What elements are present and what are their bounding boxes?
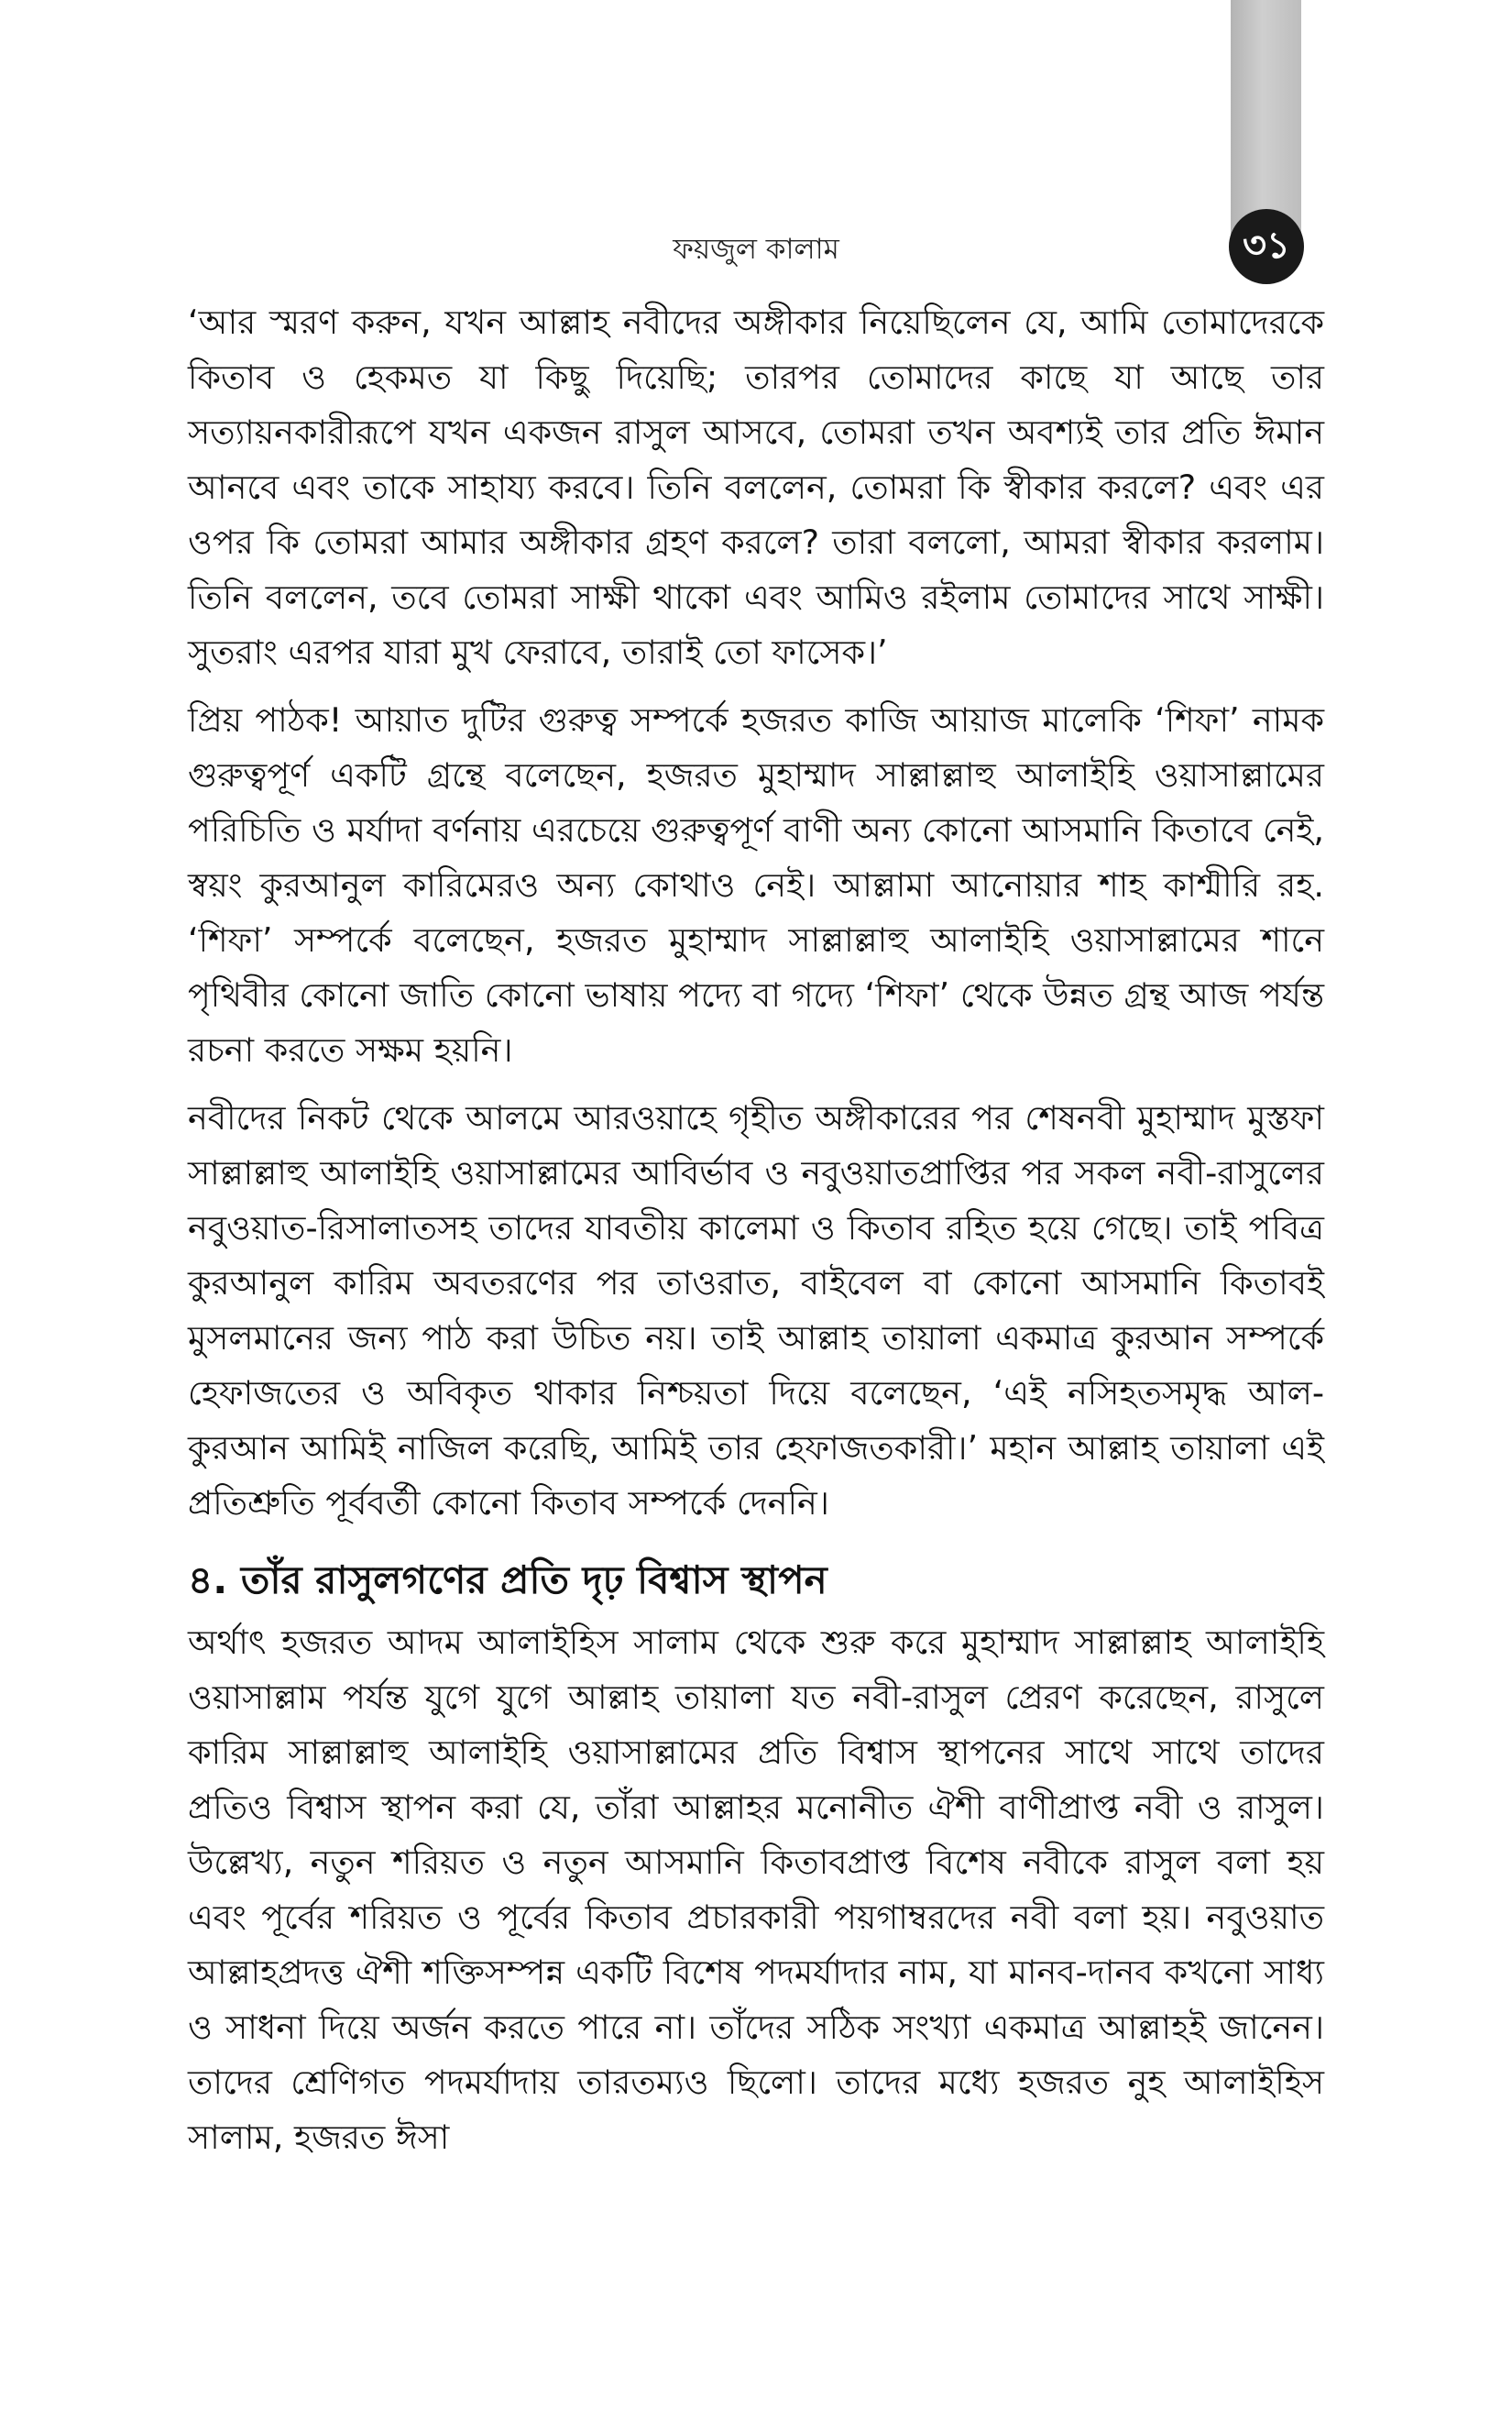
page-thumb-tab bbox=[1231, 0, 1301, 240]
section-heading: ৪. তাঁর রাসুলগণের প্রতি দৃঢ় বিশ্বাস স্থাপন bbox=[188, 1557, 827, 1602]
running-header-title: ফয়জুল কালাম bbox=[673, 233, 839, 266]
paragraph-abrogation: নবীদের নিকট থেকে আলমে আরওয়াহে গৃহীত অঙ্গীকারের পর শেষনবী মুহাম্মাদ মুস্তফা সাল্লাল্লাহু আলাইহি ওয়াসাল্লামের আবির্ভাব ও নবুওয়াতপ্রাপ্তির পর সকল নবী-রাসুলের নবুওয়াত-রিসালাতসহ তাদের যাবতীয় কালেমা ও কিতাব রহিত হয়ে গেছে। তাই পবিত্র কুরআনুল কারিম অবতরণের পর তাওরাত, বাইবেল বা কোনো আসমানি কিতাবই মুসলমানের জন্য পাঠ করা উচিত নয়। তাই আল্লাহ তায়ালা একমাত্র কুরআন সম্পর্কে হেফাজতের ও অবিকৃত থাকার নিশ্চয়তা দিয়ে বলেছেন, ‘এই নসিহতসমৃদ্ধ আল-কুরআন আমিই নাজিল করেছি, আমিই তার হেফাজতকারী।’ মহান আল্লাহ তায়ালা এই প্রতিশ্রুতি পূর্ববর্তী কোনো কিতাব সম্পর্কে দেননি। bbox=[188, 1098, 1324, 1523]
paragraph-belief-in-messengers: অর্থাৎ হজরত আদম আলাইহিস সালাম থেকে শুরু করে মুহাম্মাদ সাল্লাল্লাহ আলাইহি ওয়াসাল্লাম পর্যন্ত যুগে যুগে আল্লাহ তায়ালা যত নবী-রাসুল প্রেরণ করেছেন, রাসুলে কারিম সাল্লাল্লাহু আলাইহি ওয়াসাল্লামের প্রতি বিশ্বাস স্থাপনের সাথে সাথে তাদের প্রতিও বিশ্বাস স্থাপন করা যে, তাঁরা আল্লাহর মনোনীত ঐশী বাণীপ্রাপ্ত নবী ও রাসুল। উল্লেখ্য, নতুন শরিয়ত ও নতুন আসমানি কিতাবপ্রাপ্ত বিশেষ নবীকে রাসুল বলা হয় এবং পূর্বের শরিয়ত ও পূর্বের কিতাব প্রচারকারী পয়গাম্বরদের নবী বলা হয়। নবুওয়াত আল্লাহপ্রদত্ত ঐশী শক্তিসম্পন্ন একটি বিশেষ পদমর্যাদার নাম, যা মানব-দানব কখনো সাধ্য ও সাধনা দিয়ে অর্জন করতে পারে না। তাঁদের সঠিক সংখ্যা একমাত্র আল্লাহই জানেন। তাদের শ্রেণিগত পদমর্যাদায় তারতম্যও ছিলো। তাদের মধ্যে হজরত নুহ আলাইহিস সালাম, হজরত ঈসা bbox=[188, 1622, 1324, 2157]
page-body bbox=[188, 295, 1324, 2178]
page-number-badge: ৩১ bbox=[1229, 209, 1304, 284]
paragraph-quran-verse: ‘আর স্মরণ করুন, যখন আল্লাহ নবীদের অঙ্গীকার নিয়েছিলেন যে, আমি তোমাদেরকে কিতাব ও হেকমত যা কিছু দিয়েছি; তারপর তোমাদের কাছে যা আছে তার সত্যায়নকারীরূপে যখন একজন রাসুল আসবে, তোমরা তখন অবশ্যই তার প্রতি ঈমান আনবে এবং তাকে সাহায্য করবে। তিনি বললেন, তোমরা কি স্বীকার করলে? এবং এর ওপর কি তোমরা আমার অঙ্গীকার গ্রহণ করলে? তারা বললো, আমরা স্বীকার করলাম। তিনি বললেন, তবে তোমরা সাক্ষী থাকো এবং আমিও রইলাম তোমাদের সাথে সাক্ষী। সুতরাং এরপর যারা মুখ ফেরাবে, তারাই তো ফাসেক।’ bbox=[188, 302, 1324, 672]
paragraph-shifa-importance: প্রিয় পাঠক! আয়াত দুটির গুরুত্ব সম্পর্কে হজরত কাজি আয়াজ মালেকি ‘শিফা’ নামক গুরুত্বপূর্ণ একটি গ্রন্থে বলেছেন, হজরত মুহাম্মাদ সাল্লাল্লাহু আলাইহি ওয়াসাল্লামের পরিচিতি ও মর্যাদা বর্ণনায় এরচেয়ে গুরুত্বপূর্ণ বাণী অন্য কোনো আসমানি কিতাবে নেই, স্বয়ং কুরআনুল কারিমেরও অন্য কোথাও নেই। আল্লামা আনোয়ার শাহ কাশ্মীরি রহ. ‘শিফা’ সম্পর্কে বলেছেন, হজরত মুহাম্মাদ সাল্লাল্লাহু আলাইহি ওয়াসাল্লামের শানে পৃথিবীর কোনো জাতি কোনো ভাষায় পদ্যে বা গদ্যে ‘শিফা’ থেকে উন্নত গ্রন্থ আজ পর্যন্ত রচনা করতে সক্ষম হয়নি। bbox=[188, 700, 1324, 1070]
